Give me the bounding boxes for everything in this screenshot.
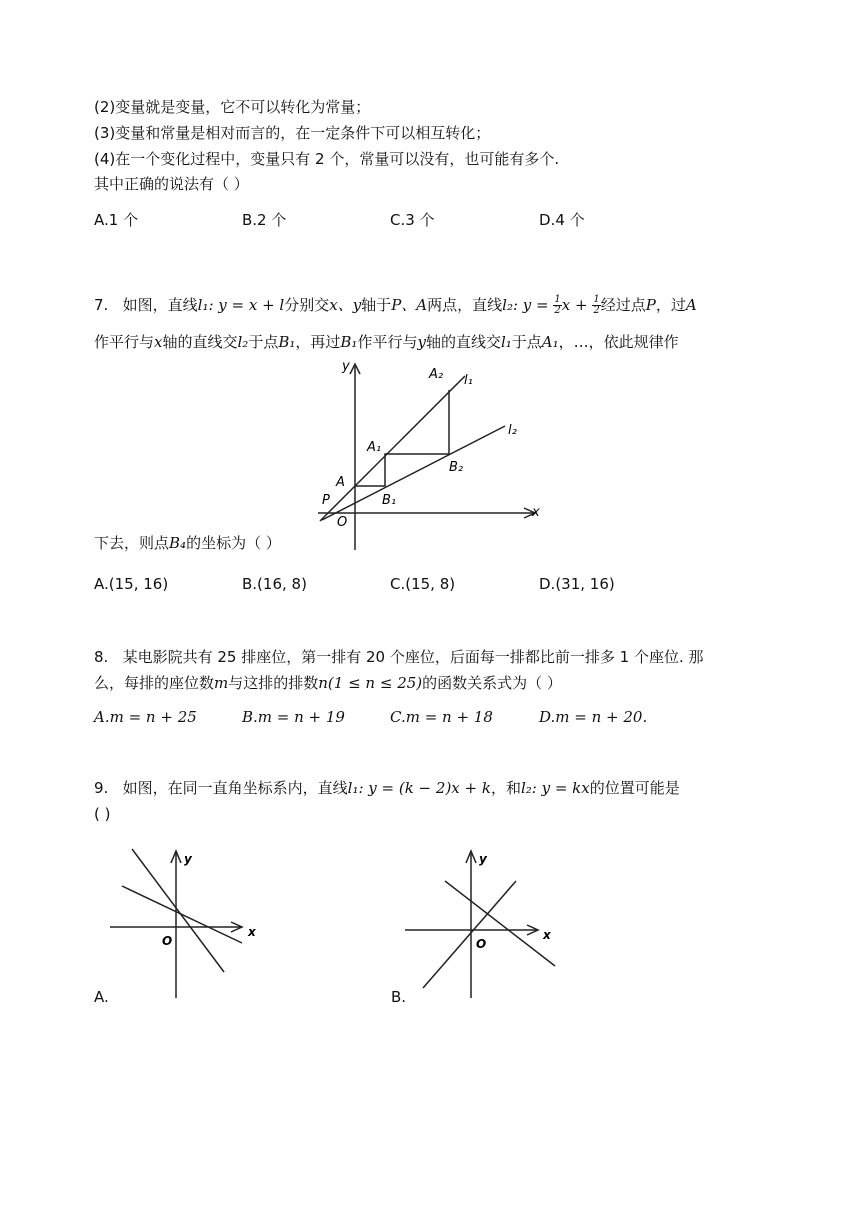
q7-text: 作平行与	[94, 333, 155, 351]
numerator: 1	[554, 294, 561, 305]
q8-math: m	[214, 674, 229, 692]
q7-l1-equation: l₁: y = x + l	[197, 296, 285, 314]
q7-math: l₁	[500, 333, 512, 351]
q8-line-2	[94, 673, 562, 693]
q9-l2-equation: l₂: y = kx	[520, 779, 590, 797]
denominator: 2	[593, 305, 600, 316]
q9-l1-equation: l₁: y = (k − 2)x + k	[347, 779, 491, 797]
fig-a-label-o: O	[162, 934, 173, 948]
q7-text: ，再过	[295, 333, 341, 351]
q6-option-c: C.3 个	[390, 211, 435, 229]
fig-b-label-y: y	[479, 852, 487, 866]
line-l2	[322, 426, 505, 520]
q7-math: P、A	[391, 296, 428, 314]
q6-statement-2: (2)变量就是变量，它不可以转化为常量；	[94, 98, 371, 116]
q7-text: ，…，依此规律作	[558, 333, 679, 351]
q7-line-2	[94, 332, 679, 352]
q7-math: l₂	[237, 333, 249, 351]
q7-math: x +	[561, 296, 588, 314]
fig-label-a2: A₂	[429, 367, 444, 382]
fig-a-label-y: y	[184, 852, 192, 866]
fig-label-a: A	[336, 475, 345, 490]
q6-option-a: A.1 个	[94, 211, 139, 229]
q7-math: x、y	[329, 296, 362, 314]
q7-text: 于点	[511, 333, 542, 351]
q9-text: 如图，在同一直角坐标系内，直线	[122, 779, 348, 797]
q7-math: x	[154, 333, 163, 351]
fig-label-x: x	[532, 505, 540, 520]
line-steep	[132, 849, 224, 972]
q7-text: ，过	[655, 296, 686, 314]
q6-option-b: B.2 个	[242, 211, 287, 229]
q7-option-d: D.(31, 16)	[539, 575, 615, 593]
q6-option-d: D.4 个	[539, 211, 585, 229]
q6-statement-3: (3)变量和常量是相对而言的，在一定条件下可以相互转化；	[94, 124, 491, 142]
q7-l2-equation: l₂: y =	[502, 296, 549, 314]
q7-math: A₁	[541, 333, 559, 351]
fig-label-l2: l₂	[508, 423, 517, 438]
q8-number: 8.	[94, 648, 109, 666]
q8-option-a: A.m = n + 25	[94, 708, 197, 726]
fraction	[592, 295, 600, 316]
q6-statement-4: (4)在一个变化过程中，变量只有 2 个，常量可以没有，也可能有多个.	[94, 150, 560, 168]
q8-text: 某电影院共有 25 排座位，第一排有 20 个座位，后面每一排都比前一排多 1 个座位. 那	[122, 648, 704, 666]
q7-number: 7.	[94, 296, 109, 314]
q7-text: 轴于	[361, 296, 392, 314]
q7-text: 轴的直线交	[162, 333, 238, 351]
q7-text: 作平行与	[357, 333, 418, 351]
q6-question: 其中正确的说法有（ ）	[94, 175, 249, 193]
fig-label-p: P	[322, 493, 330, 508]
q7-line-3	[94, 533, 281, 553]
q7-math: B₄	[169, 534, 187, 552]
q9-figure-b-label: B.	[391, 988, 407, 1006]
q7-text: 轴的直线交	[425, 333, 501, 351]
q8-option-b: B.m = n + 19	[242, 708, 345, 726]
q7-math: A	[685, 296, 697, 314]
q7-text: 分别交	[284, 296, 330, 314]
fig-label-o: O	[337, 515, 348, 530]
q7-text: 的坐标为（ ）	[186, 534, 281, 552]
q8-text: 么，每排的座位数	[94, 674, 215, 692]
q8-line-1	[94, 647, 704, 667]
q7-text: 经过点	[600, 296, 646, 314]
q8-option-c: C.m = n + 18	[390, 708, 493, 726]
fig-label-b1: B₁	[382, 493, 397, 508]
q7-math: B₁	[340, 333, 358, 351]
q8-math: n(1 ≤ n ≤ 25)	[318, 674, 423, 692]
q9-number: 9.	[94, 779, 109, 797]
numerator: 1	[593, 294, 600, 305]
q9-figure-b	[398, 845, 568, 1005]
q7-text: 于点	[248, 333, 279, 351]
fig-a-label-x: x	[248, 925, 256, 939]
denominator: 2	[554, 305, 561, 316]
q8-text: 的函数关系式为（ ）	[422, 674, 562, 692]
q7-option-a: A.(15, 16)	[94, 575, 169, 593]
fig-label-a1: A₁	[367, 440, 382, 455]
q7-option-c: C.(15, 8)	[390, 575, 456, 593]
fig-label-l1: l₁	[464, 373, 473, 388]
fig-label-b2: B₂	[449, 460, 464, 475]
q7-text: 如图，直线	[122, 296, 198, 314]
q7-figure	[310, 356, 550, 552]
fraction	[553, 295, 561, 316]
q9-text: ，和	[490, 779, 521, 797]
q9-answer-paren: ( )	[94, 805, 111, 823]
q7-line-1	[94, 295, 697, 316]
q7-math: P	[645, 296, 656, 314]
line-shallow	[122, 886, 242, 943]
q7-text: 两点，直线	[427, 296, 503, 314]
q9-figure-a-label: A.	[94, 988, 109, 1006]
q9-line-1	[94, 778, 680, 798]
q7-option-b: B.(16, 8)	[242, 575, 307, 593]
fig-label-y: y	[342, 359, 350, 374]
q9-figure-a	[100, 845, 270, 1005]
line-rising	[423, 881, 516, 988]
q8-text: 与这排的排数	[228, 674, 319, 692]
fig-b-label-o: O	[476, 937, 487, 951]
q8-option-d: D.m = n + 20.	[539, 708, 648, 726]
q7-text: 下去，则点	[94, 534, 170, 552]
line-falling	[445, 881, 555, 966]
q7-math: B₁	[278, 333, 296, 351]
q9-text: 的位置可能是	[589, 779, 680, 797]
q7-math: y	[417, 333, 426, 351]
fig-b-label-x: x	[543, 928, 551, 942]
